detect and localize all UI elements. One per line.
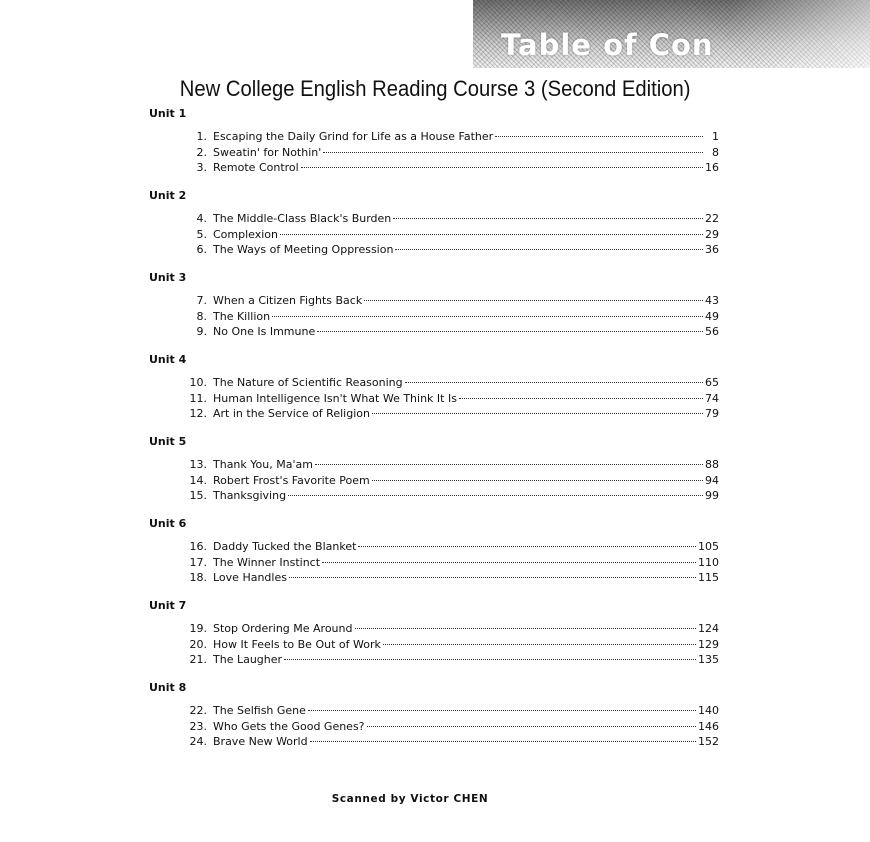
toc-entry [181,539,719,555]
entry-number: 22. [189,704,207,717]
toc-entry [181,488,719,504]
toc-entry [181,652,719,668]
unit-section [149,517,719,599]
toc-entry [181,473,719,489]
dot-leader [288,495,703,496]
entry-title: How It Feels to Be Out of Work [213,637,381,651]
entry-page-number: 65 [705,376,719,389]
entry-title: Thanksgiving [213,489,287,502]
toc-entry [181,145,719,161]
entry-number: 5. [196,227,207,241]
dot-leader [280,234,703,235]
entry-number: 15. [189,489,207,502]
entry-page-number: 74 [705,391,719,405]
banner-fade-overlay [730,0,870,68]
banner-title: Table of Con [501,28,714,62]
dot-leader [495,136,703,137]
toc-entry [181,555,719,571]
unit-heading: Unit 8 [149,681,187,694]
entry-page-number: 1 [712,130,719,143]
entry-page-number: 140 [698,704,719,717]
entry-number: 24. [189,735,207,748]
toc-entry [181,293,719,309]
entry-page-number: 124 [698,622,719,635]
unit-section [149,599,719,681]
entry-title: Thank You, Ma'am [213,458,313,471]
entry-page-number: 16 [705,161,719,174]
dot-leader [317,331,703,332]
entry-page-number: 105 [698,540,719,553]
unit-section [149,353,719,435]
toc-entry [181,406,719,422]
table-of-contents [149,107,719,763]
entry-number: 2. [196,145,207,159]
toc-entry [181,309,719,325]
entry-title: Brave New World [213,735,308,748]
entry-title: The Selfish Gene [213,704,306,717]
unit-section [149,271,719,353]
entry-number: 9. [196,325,207,338]
entry-number: 19. [189,622,207,635]
entry-number: 16. [189,540,207,553]
unit-heading: Unit 2 [149,189,187,202]
toc-entry [181,211,719,227]
unit-heading: Unit 7 [149,599,187,612]
toc-entry [181,160,719,176]
entry-number: 20. [189,637,207,651]
entry-title: Escaping the Daily Grind for Life as a House Father [213,130,494,143]
entry-page-number: 115 [698,571,719,584]
unit-section [149,189,719,271]
entry-title: Who Gets the Good Genes? [213,719,365,733]
entry-title: Art in the Service of Religion [213,407,370,420]
entry-page-number: 88 [705,458,719,471]
entry-title: When a Citizen Fights Back [213,294,363,307]
entry-title: The Nature of Scientific Reasoning [213,376,403,389]
dot-leader [383,644,696,645]
dot-leader [364,300,703,301]
entry-number: 23. [189,719,207,733]
dot-leader [395,249,703,250]
entry-page-number: 146 [698,719,719,733]
toc-entry [181,719,719,735]
toc-entry [181,375,719,391]
dot-leader [372,480,703,481]
dot-leader [289,577,696,578]
entry-number: 12. [189,407,207,420]
entry-page-number: 56 [705,325,719,338]
unit-heading: Unit 1 [149,107,187,120]
dot-leader [459,398,703,399]
entry-title: The Laugher [213,653,283,666]
toc-entry [181,570,719,586]
entry-title: Human Intelligence Isn't What We Think It Is [213,391,457,405]
dot-leader [323,152,703,153]
toc-entry [181,129,719,145]
entry-page-number: 8 [712,145,719,159]
scan-credit: Scanned by Victor CHEN [331,793,489,805]
dot-leader [355,628,697,629]
dot-leader [393,218,703,219]
dot-leader [301,167,703,168]
unit-heading: Unit 5 [149,435,187,448]
toc-entry [181,324,719,340]
unit-heading: Unit 3 [149,271,187,284]
book-title: New College English Reading Course 3 (Second Edition) [179,76,691,101]
entry-number: 13. [189,458,207,471]
toc-entry [181,391,719,407]
dot-leader [284,659,696,660]
entry-page-number: 22 [705,212,719,225]
entry-number: 8. [196,309,207,323]
entry-number: 18. [189,571,207,584]
entry-page-number: 49 [705,309,719,323]
entry-number: 11. [189,391,207,405]
unit-section [149,681,719,763]
toc-entry [181,621,719,637]
entry-title: The Winner Instinct [213,555,321,569]
entry-title: Love Handles [213,571,287,584]
entry-number: 10. [189,376,207,389]
entry-title: No One Is Immune [213,325,316,338]
entry-page-number: 94 [705,473,719,487]
entry-title: The Ways of Meeting Oppression [213,243,394,256]
dot-leader [272,316,703,317]
entry-title: Robert Frost's Favorite Poem [213,473,370,487]
unit-section [149,107,719,189]
entry-title: Remote Control [213,161,299,174]
entry-page-number: 110 [698,555,719,569]
unit-section [149,435,719,517]
dot-leader [405,382,703,383]
entry-page-number: 29 [705,227,719,241]
entry-page-number: 99 [705,489,719,502]
entry-page-number: 36 [705,243,719,256]
entry-number: 14. [189,473,207,487]
toc-entry [181,734,719,750]
entry-page-number: 129 [698,637,719,651]
toc-entry [181,703,719,719]
entry-number: 1. [196,130,207,143]
toc-entry [181,457,719,473]
toc-entry [181,227,719,243]
entry-number: 17. [189,555,207,569]
toc-entry [181,637,719,653]
entry-page-number: 135 [698,653,719,666]
entry-number: 7. [196,294,207,307]
entry-page-number: 43 [705,294,719,307]
dot-leader [322,562,696,563]
toc-entry [181,242,719,258]
entry-page-number: 79 [705,407,719,420]
dot-leader [308,710,696,711]
dot-leader [315,464,703,465]
entry-title: Stop Ordering Me Around [213,622,353,635]
unit-heading: Unit 4 [149,353,187,366]
unit-heading: Unit 6 [149,517,187,530]
entry-number: 6. [196,243,207,256]
table-of-contents-banner [473,0,870,68]
entry-number: 3. [196,161,207,174]
entry-number: 4. [196,212,207,225]
entry-title: Sweatin' for Nothin' [213,145,322,159]
entry-title: Daddy Tucked the Blanket [213,540,357,553]
entry-title: Complexion [213,227,279,241]
dot-leader [358,546,696,547]
entry-page-number: 152 [698,735,719,748]
dot-leader [367,726,696,727]
entry-title: The Middle-Class Black's Burden [213,212,392,225]
entry-title: The Killion [213,309,271,323]
dot-leader [310,741,696,742]
dot-leader [372,413,703,414]
entry-number: 21. [189,653,207,666]
